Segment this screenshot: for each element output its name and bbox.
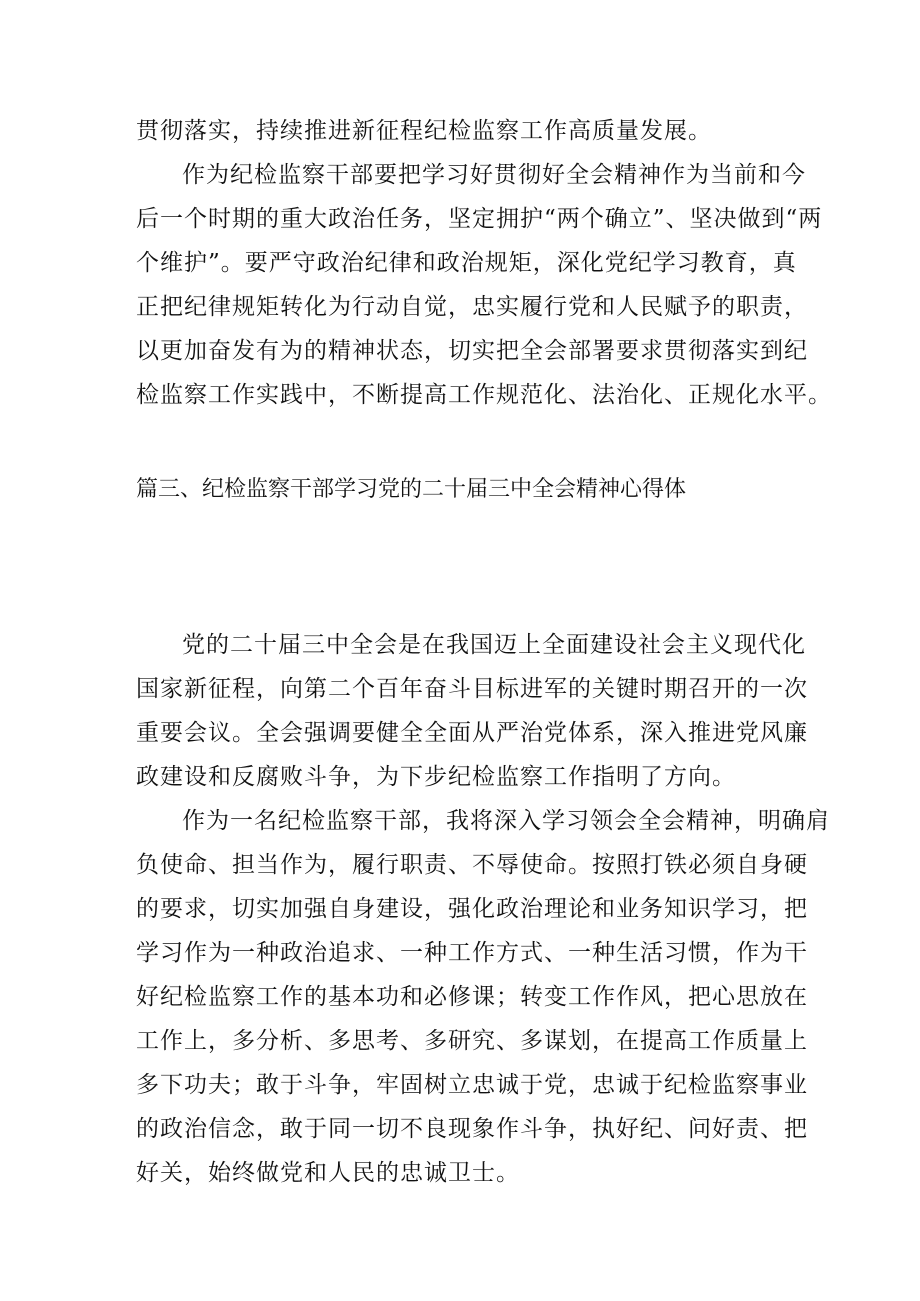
- text-line: 党的二十届三中全会是在我国迈上全面建设社会主义现代化: [182, 632, 806, 658]
- text-line: 工作上，多分析、多思考、多研究、多谋划，在提高工作质量上: [136, 1028, 808, 1054]
- text-line: 国家新征程，向第二个百年奋斗目标进军的关键时期召开的一次: [136, 676, 808, 702]
- text-line: 正把纪律规矩转化为行动自觉，忠实履行党和人民赋予的职责，: [136, 294, 808, 320]
- text-line: 的要求，切实加强自身建设，强化政治理论和业务知识学习，把: [136, 896, 808, 922]
- section-heading: 篇三、纪检监察干部学习党的二十届三中全会精神心得体: [136, 477, 687, 502]
- text-line: 以更加奋发有为的精神状态，切实把全会部署要求贯彻落实到纪: [136, 338, 808, 364]
- text-line: 作为一名纪检监察干部，我将深入学习领会全会精神，明确肩: [182, 808, 830, 834]
- text-line: 多下功夫；敢于斗争，牢固树立忠诚于党，忠诚于纪检监察事业: [136, 1072, 808, 1098]
- text-line: 重要会议。全会强调要健全全面从严治党体系，深入推进党风廉: [136, 720, 808, 746]
- text-line: 好关，始终做党和人民的忠诚卫士。: [136, 1160, 520, 1186]
- text-line: 检监察工作实践中，不断提高工作规范化、法治化、正规化水平。: [136, 382, 832, 408]
- text-line: 作为纪检监察干部要把学习好贯彻好全会精神作为当前和今: [182, 162, 806, 188]
- text-line: 负使命、担当作为，履行职责、不辱使命。按照打铁必须自身硬: [136, 852, 808, 878]
- text-line: 后一个时期的重大政治任务，坚定拥护“两个确立”、坚决做到“两: [136, 206, 823, 232]
- text-line: 学习作为一种政治追求、一种工作方式、一种生活习惯，作为干: [136, 940, 808, 966]
- text-line: 好纪检监察工作的基本功和必修课；转变工作作风，把心思放在: [136, 984, 808, 1010]
- text-line: 政建设和反腐败斗争，为下步纪检监察工作指明了方向。: [136, 764, 736, 790]
- text-line: 贯彻落实，持续推进新征程纪检监察工作高质量发展。: [136, 118, 712, 144]
- text-line: 个维护”。要严守政治纪律和政治规矩，深化党纪学习教育，真: [136, 250, 797, 276]
- text-line: 的政治信念，敢于同一切不良现象作斗争，执好纪、问好责、把: [136, 1116, 808, 1142]
